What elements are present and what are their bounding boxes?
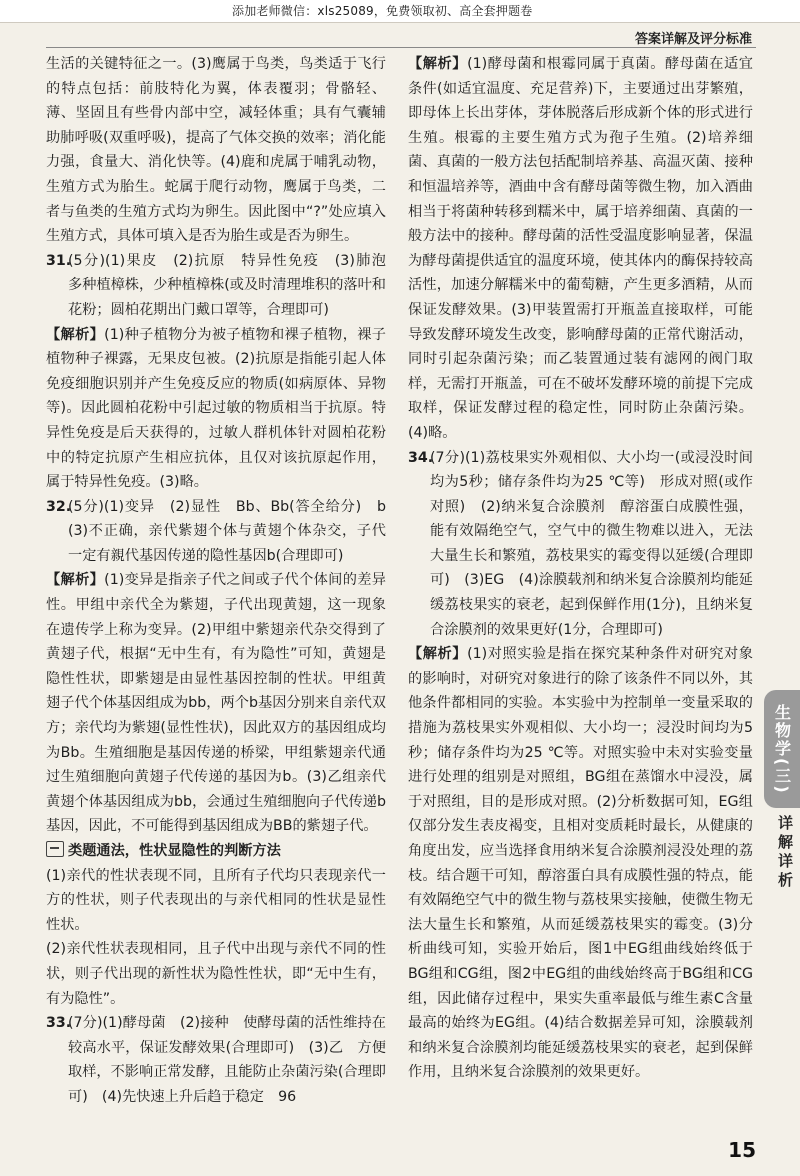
question-number: 32. [46, 498, 72, 515]
question-answer [408, 446, 753, 643]
subject-tab: 生物学(三) [764, 690, 800, 808]
tip-title: 性状显隐性的判断方法 [138, 843, 281, 859]
analysis-text: (1)酵母菌和根霉同属于真菌。酵母菌在适宜条件(如适宜温度、充足营养)下，主要通过出芽繁殖，即母体上长出芽体，芽体脱落后形成新个体的形式进行生殖。根霉的主要生殖方式为孢子生殖。(2)培养细菌、真菌的一般方法包括配制培养基、高温灭菌、接种和恒温培养等，酒曲中含有酵母菌等微生物，加入酒曲相当于将菌种转移到糯米中，属于培养细菌、真菌的一般方法中的接种。酵母菌的活性受温度影响显著，保温为酵母菌提供适宜的温度环境，使其体内的酶保持较高活性，加速分解糯米中的葡萄糖，产生更多酒精，从而保证发酵效果。(3)甲装置需打开瓶盖直接取样，可能导致发酵环境发生改变，影响酵母菌的正常代谢活动，同时引起杂菌污染；而乙装置通过装有滤网的阀门取样，无需打开瓶盖，可在不破坏发酵环境的前提下完成取样，保证发酵过程的稳定性，同时防止杂菌污染。(4)略。 [408, 56, 753, 441]
section-label: 详解详析 [776, 815, 794, 891]
answer-text: (5分)(1)果皮 (2)抗原 特异性免疫 (3)肺泡 多种植樟株，少种植樟株(或及时清理堆积的落叶和花粉；圆柏花期出门戴口罩等，合理即可) [68, 252, 401, 318]
question-number: 34. [408, 449, 434, 466]
tip-label: 类题通法 [68, 843, 125, 859]
header-divider [46, 47, 756, 48]
question-number: 33. [46, 1015, 72, 1032]
watermark-text: 添加老师微信：xls25089，免费领取初、高全套押题卷 [232, 4, 533, 18]
analysis-paragraph [46, 323, 386, 495]
answer-text: (7分)(1)酵母菌 (2)接种 使酵母菌的活性维持在较高水平，保证发酵效果(合理即可) (3)乙 方便取样，不影响正常发酵，且能防止杂菌污染(合理即可) (4)先快速上升后趋于稳定 96 [68, 1015, 386, 1105]
question-number: 31. [46, 252, 72, 269]
question-answer [46, 1011, 386, 1109]
right-column [408, 52, 753, 1136]
answer-text: (5分)(1)变异 (2)显性 Bb、Bb(答全给分) b (3)不正确，亲代紫翅个体与黄翅个体杂交，子代一定有親代基因传递的隐性基因b(合理即可) [68, 498, 401, 564]
analysis-text: (1)种子植物分为被子植物和裸子植物，裸子植物种子裸露，无果皮包被。(2)抗原是指能引起人体免疫细胞识别并产生免疫反应的物质(如病原体、异物等)。因此圆柏花粉中引起过敏的物质相当于抗原。特异性免疫是后天获得的，过敏人群机体针对圆柏花粉中的特定抗原产生相应抗体，且仅对该抗原起作用，属于特异性免疫。(3)略。 [46, 326, 386, 491]
analysis-label: 【解析】 [408, 56, 468, 72]
analysis-paragraph [408, 52, 753, 446]
analysis-text: (1)对照实验是指在探究某种条件对研究对象的影响时，对研究对象进行的除了该条件不同以外，其他条件都相同的实验。本实验中为控制单一变量采取的措施为荔枝果实外观相似、大小均一；浸没时间均为5秒；储存条件均为25 ℃等。对照实验中未对实验变量进行处理的组别是对照组，BG组在蒸馏水中浸没，属于对照组，目的是形成对照。(2)分析数据可知，EG组仅部分发生表皮褐变，且相对变质耗时最长，从健康的角度出发，应当选择食用纳米复合涂膜剂浸没处理的荔枝。结合题干可知，醇溶蛋白具有成膜性强的特点，能有效隔绝空气中的微生物与荔枝果实接触，使微生物无法大量生长和繁殖，从而延缓荔枝果实的霉变。(3)分析曲线可知，实验开始后，图1中EG组曲线始终低于BG组和CG组，图2中EG组的曲线始终高于BG组和CG组，因此储存过程中，果实失重率最低与维生素C含量最高的始终为EG组。(4)结合数据差异可知，涂膜载剂和纳米复合涂膜剂均能延缓荔枝果实的衰老，起到保鲜作用，且纳米复合涂膜剂的效果更好。 [408, 646, 753, 1081]
analysis-text: (1)变异是指亲子代之间或子代个体间的差异性。甲组中亲代全为紫翅，子代出现黄翅，这一现象在遗传学上称为变异。(2)甲组中紫翅亲代杂交得到了黄翅子代，根据“无中生有，有为隐性”可知，黄翅是隐性性状，即紫翅是由显性基因控制的性状。甲组黄翅子代个体基因组成为bb，两个b基因分别来自亲代双方；亲代均为紫翅(显性性状)，因此双方的基因组成均为Bb。生殖细胞是基因传递的桥梁，甲组紫翅亲代通过生殖细胞向黄翅子代传递的基因为b。(3)乙组亲代黄翅个体基因组成为bb，会通过生殖细胞向子代传递b基因，因此，不可能得到基因组成为BB的紫翅子代。 [46, 572, 386, 835]
analysis-label: 【解析】 [408, 646, 468, 663]
body-paragraph: 生活的关键特征之一。(3)鹰属于鸟类，鸟类适于飞行的特点包括：前肢特化为翼，体表覆羽；骨骼轻、薄、坚固且有些骨内部中空，减轻体重；具有气囊辅助肺呼吸(双重呼吸)，提高了气体交换的效率；消化能力强，食量大、消化快等。(4)鹿和虎属于哺乳动物，生殖方式为胎生。蛇属于爬行动物，鹰属于鸟类，二者与鱼类的生殖方式均为卵生。因此图中“?”处应填入生殖方式，具体可填入是否为胎生或是否为卵生。 [46, 56, 386, 245]
analysis-label: 【解析】 [46, 572, 105, 589]
question-answer [46, 249, 401, 323]
question-answer [46, 495, 401, 569]
method-tip-heading: 类题通法，性状显隐性的判断方法 [46, 839, 386, 864]
answer-text: (7分)(1)荔枝果实外观相似、大小均一(或浸没时间均为5秒；储存条件均为25 ℃等) 形成对照(或作对照) (2)纳米复合涂膜剂 醇溶蛋白成膜性强，能有效隔绝空气，空气中的微生物难以进入，无法大量生长和繁殖，荔枝果实的霉变得以延缓(合理即可) (3)EG (4)涂膜载剂和纳米复合涂膜剂均能延缓荔枝果实的衰老，起到保鲜作用(1分)，且纳米复合涂膜剂的效果更好(1分，合理即可) [430, 449, 753, 638]
analysis-paragraph [46, 568, 386, 839]
body-paragraph: (1)亲代的性状表现不同，且所有子代均只表现亲代一方的性状，则子代表现出的与亲代相同的性状是显性性状。 [46, 867, 386, 933]
body-paragraph: (2)亲代性状表现相同，且子代中出现与亲代不同的性状，则子代出现的新性状为隐性性状，即“无中生有，有为隐性”。 [46, 941, 386, 1007]
left-column [46, 52, 401, 1136]
note-icon [46, 841, 64, 857]
watermark-bar [0, 0, 800, 23]
page-header-title: 答案详解及评分标准 [634, 32, 752, 47]
analysis-label: 【解析】 [46, 326, 105, 343]
page-number: 15 [728, 1138, 756, 1162]
analysis-paragraph [408, 642, 753, 1085]
